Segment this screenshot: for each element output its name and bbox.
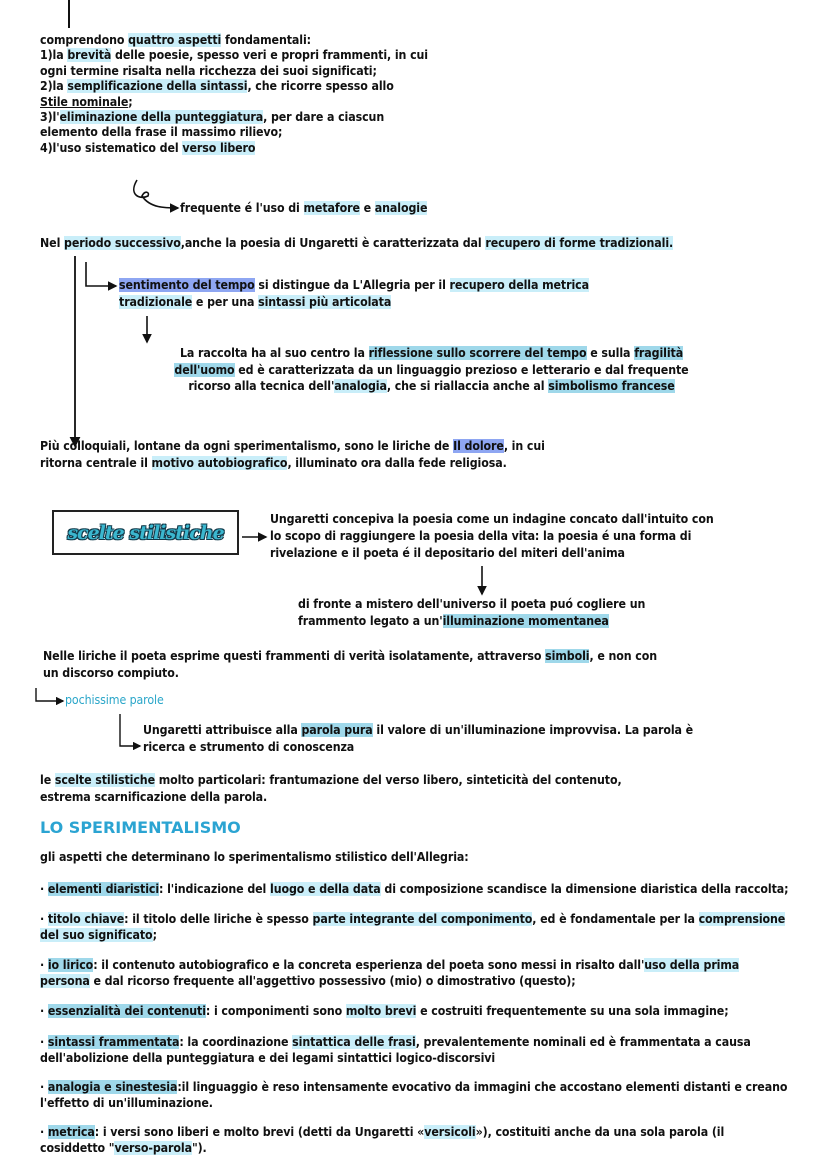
- text-segment: ogni termine risalta nella ricchezza dei suoi significati;: [40, 63, 377, 78]
- highlighted-text: metrica: [47, 1125, 95, 1139]
- highlighted-text: brevità: [67, 48, 112, 63]
- text-segment: Stile nominale: [40, 94, 129, 109]
- highlighted-text: simbolismo francese: [548, 379, 675, 393]
- text-segment: , che si riallaccia anche al: [386, 379, 549, 393]
- attribuisce-line: [143, 723, 693, 738]
- intro-line: [40, 95, 133, 110]
- text-segment: rivelazione e il poeta é il depositario del miteri dell'anima: [270, 546, 625, 560]
- text-segment: : il titolo delle liriche è spesso: [124, 912, 313, 926]
- text-segment: ricerca e strumento di conoscenza: [143, 740, 355, 754]
- highlighted-text: tradizionale: [119, 294, 193, 309]
- text-segment: Ungaretti concepiva la poesia come un indagine concato dall'intuito con: [270, 512, 714, 526]
- text-segment: Nel: [40, 236, 65, 250]
- highlighted-text: elementi diaristici: [47, 882, 160, 896]
- highlighted-text: del suo significato: [40, 928, 153, 942]
- text-segment: e costruiti frequentemente su una sola immagine;: [416, 1004, 729, 1018]
- text-segment: , illuminato ora dalla fede religiosa.: [287, 456, 507, 470]
- bullet7-line: [40, 1125, 724, 1140]
- text-segment: ed è caratterizzata da un linguaggio prezioso e letterario e dal frequente: [234, 362, 689, 377]
- text-segment: e per una: [192, 294, 259, 309]
- highlighted-text: periodo successivo: [64, 236, 181, 250]
- highlighted-text: parola pura: [301, 723, 373, 737]
- nelle-line: [43, 666, 179, 681]
- text-segment: 1)la: [40, 48, 68, 63]
- intro-line: [40, 48, 428, 63]
- text-segment: , che ricorre spesso allo: [247, 79, 394, 94]
- text-segment: ·: [40, 912, 48, 926]
- intro-line: [40, 79, 394, 94]
- bullet2-line: [40, 928, 157, 943]
- highlighted-text: scelte stilistiche: [54, 773, 155, 787]
- text-segment: ;: [128, 94, 133, 109]
- scelte-stilistiche-title-box: [52, 510, 239, 555]
- intro-line: [40, 64, 377, 79]
- dolore-line: [40, 439, 545, 454]
- highlighted-text: quattro aspetti: [128, 33, 222, 47]
- text-segment: frequente é l'uso di: [180, 201, 304, 215]
- highlighted-text: analogie: [374, 201, 428, 215]
- scelte-line: [40, 773, 622, 788]
- text-segment: pochissime parole: [65, 693, 164, 707]
- intro-line: [40, 141, 255, 156]
- highlighted-text: persona: [40, 974, 90, 988]
- text-segment: 3)l': [40, 110, 60, 124]
- scelte-line: [40, 790, 267, 805]
- text-segment: 2)la: [40, 79, 68, 94]
- text-segment: un discorso compiuto.: [43, 666, 179, 680]
- highlighted-text: Il dolore: [453, 439, 504, 453]
- highlighted-text: sintassi frammentata: [47, 1035, 180, 1049]
- text-segment: , prevalentemente nominali ed è frammentata a causa: [415, 1035, 751, 1049]
- text-segment: : i componimenti sono: [205, 1004, 346, 1018]
- text-segment: di composizione scandisce la dimensione diaristica della raccolta;: [380, 882, 789, 896]
- scelte-stilistiche-title: scelte stilistiche: [67, 521, 224, 544]
- bullet6-line: [40, 1080, 787, 1095]
- text-segment: , e non con: [589, 649, 658, 663]
- bullet5-line: [40, 1051, 495, 1066]
- text-segment: ricorso alla tecnica dell': [188, 379, 335, 393]
- bullet2-line: [40, 912, 785, 927]
- text-segment: lo scopo di raggiungere la poesia della vita: la poesia é una forma di: [270, 529, 692, 543]
- highlighted-text: motivo autobiografico: [151, 456, 288, 470]
- text-segment: le: [40, 773, 55, 787]
- elbow-arrow-pochissime: [36, 688, 63, 701]
- text-segment: »), costituiti anche da una sola parola (il: [475, 1125, 725, 1139]
- mistero-line: [298, 614, 609, 629]
- highlighted-text: versicoli: [424, 1125, 476, 1139]
- highlighted-text: illuminazione momentanea: [442, 613, 609, 628]
- text-segment: dell'abolizione della punteggiatura e dei legami sintattici logico-discorsivi: [40, 1051, 496, 1065]
- text-segment: La raccolta ha al suo centro la: [179, 346, 369, 360]
- text-segment: il valore di un'illuminazione improvvisa. La parola è: [372, 723, 694, 737]
- text-segment: l'effetto di un'illuminazione.: [40, 1096, 213, 1110]
- highlighted-text: analogia: [334, 379, 387, 393]
- text-segment: ").: [191, 1141, 207, 1155]
- bullet3-line: [40, 974, 576, 989]
- nelle-line: [43, 649, 657, 664]
- highlighted-text: eliminazione della punteggiatura: [59, 110, 264, 124]
- highlighted-text: parte integrante del componimento: [312, 912, 533, 926]
- highlighted-text: io lirico: [47, 958, 94, 972]
- text-segment: gli aspetti che determinano lo sperimentalismo stilistico dell'Allegria:: [40, 850, 469, 864]
- text-segment: ·: [40, 1080, 48, 1094]
- dolore-line: [40, 456, 507, 471]
- highlighted-text: essenzialità dei contenuti: [47, 1004, 206, 1018]
- elbow-arrow-attribuisce: [120, 714, 140, 746]
- text-segment: , ed è fondamentale per la: [532, 912, 699, 926]
- text-segment: : il contenuto autobiografico e la concreta esperienza del poeta sono messi in risalto dall': [93, 958, 645, 972]
- text-segment: : i versi sono liberi e molto brevi (detti da Ungaretti «: [94, 1125, 425, 1139]
- text-segment: frammento legato a un': [298, 613, 443, 628]
- text-segment: ·: [40, 1004, 48, 1018]
- text-segment: ;: [152, 928, 157, 942]
- highlighted-text: uso della prima: [644, 958, 740, 972]
- highlighted-text: metafore: [303, 201, 360, 215]
- text-segment: elemento della frase il massimo rilievo;: [40, 125, 283, 140]
- raccolta-line: [118, 379, 745, 394]
- text-segment: fondamentali:: [221, 33, 311, 47]
- pochissime-line: [65, 693, 164, 708]
- highlighted-text: fragilità: [634, 346, 684, 360]
- curved-arrow-icon: [134, 180, 178, 208]
- highlighted-text: analogia e sinestesia: [47, 1080, 178, 1094]
- text-segment: :il linguaggio è reso intensamente evocativo da immagini che accostano elementi distanti e creano: [177, 1080, 788, 1094]
- highlighted-text: semplificazione della sintassi: [67, 79, 248, 94]
- bullet7-line: [40, 1141, 207, 1156]
- text-segment: cosiddetto ": [40, 1141, 115, 1155]
- sentimento-line: [119, 295, 391, 310]
- highlighted-text: verso-parola: [114, 1141, 192, 1155]
- attribuisce-line: [143, 740, 354, 755]
- intro-line: [40, 125, 282, 140]
- bullet1-line: [40, 882, 789, 897]
- text-segment: e: [359, 201, 375, 215]
- text-segment: di fronte a mistero dell'universo il poeta puó cogliere un: [298, 597, 646, 611]
- concepiva-line: [270, 529, 691, 544]
- text-segment: e sulla: [586, 346, 635, 360]
- text-segment: ritorna centrale il: [40, 456, 152, 470]
- bullet6-line: [40, 1096, 213, 1111]
- frequente-line: [180, 201, 427, 216]
- highlighted-text: dell'uomo: [174, 362, 235, 377]
- periodo-line: [40, 236, 673, 251]
- highlighted-text: recupero della metrica: [449, 278, 589, 292]
- text-segment: , in cui: [503, 439, 545, 453]
- section-heading-sperimentalismo: LO SPERIMENTALISMO: [40, 818, 241, 837]
- text-segment: ·: [40, 1125, 48, 1139]
- concepiva-line: [270, 512, 714, 527]
- text-segment: : l'indicazione del: [159, 882, 270, 896]
- text-segment: Ungaretti attribuisce alla: [143, 723, 302, 737]
- highlighted-text: sentimento del tempo: [119, 278, 255, 292]
- bullet3-line: [40, 958, 739, 973]
- aspetti-line: [40, 850, 469, 865]
- text-segment: ,anche la poesia di Ungaretti è caratterizzata dal: [180, 236, 486, 250]
- text-segment: molto particolari: frantumazione del verso libero, sinteticità del contenuto,: [154, 773, 622, 787]
- highlighted-text: titolo chiave: [47, 912, 125, 926]
- intro-line: [40, 33, 311, 48]
- text-segment: Più colloquiali, lontane da ogni sperimentalismo, sono le liriche de: [40, 439, 454, 453]
- highlighted-text: sintassi più articolata: [258, 294, 392, 309]
- highlighted-text: sintattica delle frasi: [292, 1035, 416, 1049]
- highlighted-text: comprensione: [698, 912, 786, 926]
- text-segment: ·: [40, 958, 48, 972]
- sentimento-line: [119, 278, 589, 293]
- elbow-arrow-sentimento: [86, 262, 116, 286]
- raccolta-line: [118, 363, 745, 378]
- text-segment: Nelle liriche il poeta esprime questi frammenti di verità isolatamente, attraverso: [43, 649, 546, 663]
- raccolta-line: [118, 346, 745, 361]
- text-segment: estrema scarnificazione della parola.: [40, 790, 268, 804]
- concepiva-line: [270, 546, 625, 561]
- text-segment: , per dare a ciascun: [263, 110, 385, 124]
- text-segment: comprendono: [40, 33, 129, 47]
- highlighted-text: simboli: [545, 649, 590, 663]
- highlighted-text: molto brevi: [345, 1004, 417, 1018]
- highlighted-text: luogo e della data: [270, 882, 381, 896]
- mistero-line: [298, 597, 645, 612]
- text-segment: : la coordinazione: [179, 1035, 293, 1049]
- connector-line-top: [68, 0, 70, 28]
- intro-line: [40, 110, 384, 125]
- highlighted-text: recupero di forme tradizionali.: [485, 236, 674, 250]
- text-segment: si distingue da L'Allegria per il: [254, 278, 450, 292]
- highlighted-text: riflessione sullo scorrere del tempo: [368, 346, 587, 360]
- text-segment: ·: [40, 1035, 48, 1049]
- bullet5-line: [40, 1035, 751, 1050]
- highlighted-text: verso libero: [182, 140, 256, 155]
- text-segment: ·: [40, 882, 48, 896]
- bullet4-line: [40, 1004, 729, 1019]
- text-segment: 4)l'uso sistematico del: [40, 140, 183, 155]
- text-segment: delle poesie, spesso veri e propri frammenti, in cui: [111, 48, 428, 63]
- text-segment: e dal ricorso frequente all'aggettivo possessivo (mio) o dimostrativo (questo);: [89, 974, 576, 988]
